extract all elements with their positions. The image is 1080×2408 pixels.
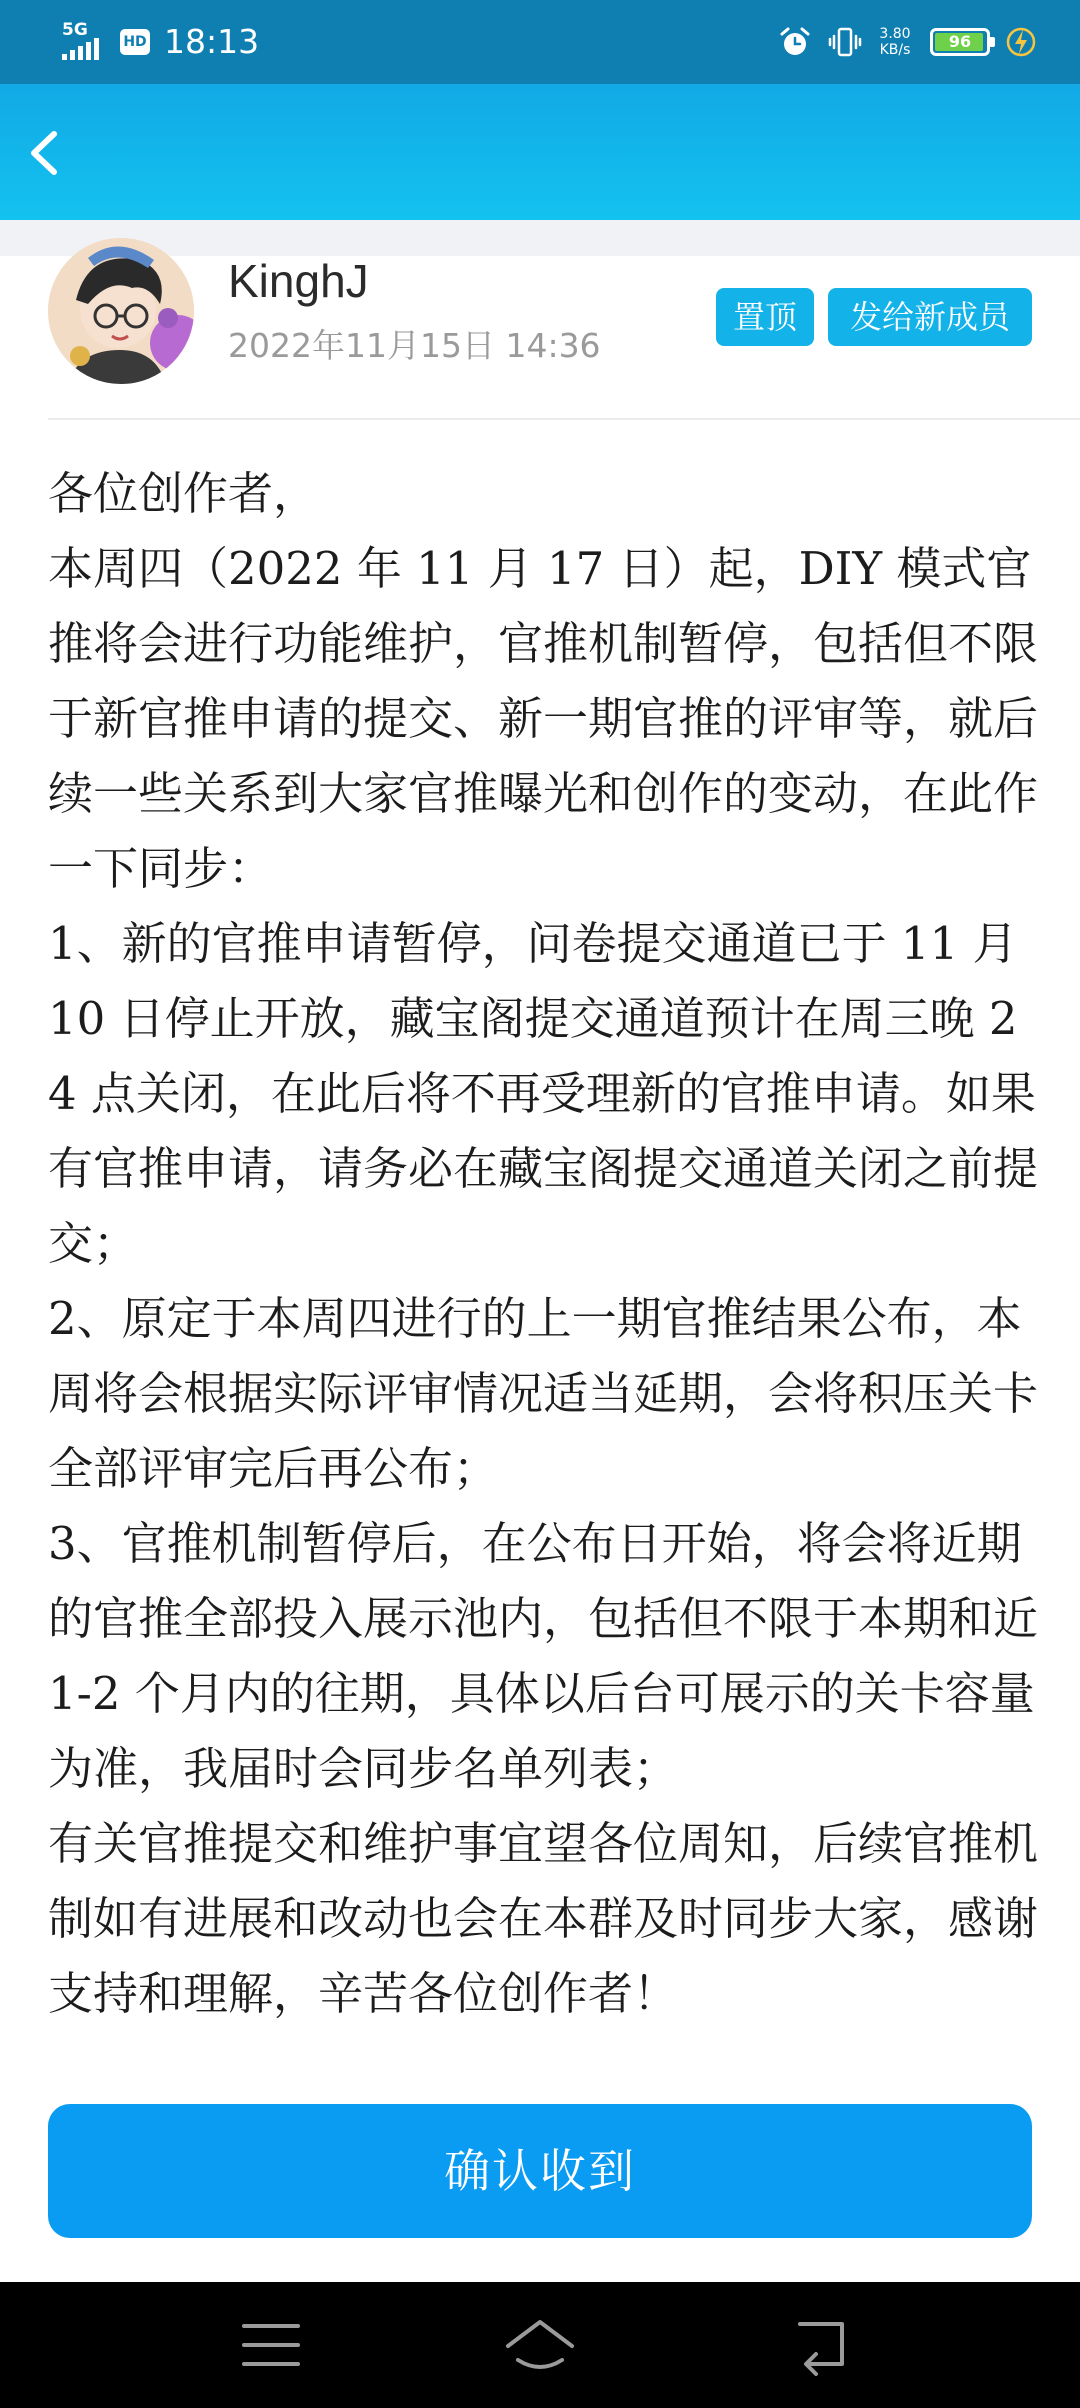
author-name: KinghJ (228, 255, 369, 307)
announcement-paragraph: 本周四（2022 年 11 月 17 日）起，DIY 模式官推将会进行功能维护，官推机制暂停，包括但不限于新官推申请的提交、新一期官推的评审等，就后续一些关系到大家官推曝光和创作的变动，在此作一下同步： (48, 542, 1039, 895)
status-time: 18:13 (164, 22, 260, 61)
back-icon[interactable] (786, 2314, 852, 2376)
signal-icon (60, 22, 112, 62)
status-bar (0, 0, 1080, 84)
announcement-paragraph: 1、新的官推申请暂停，问卷提交通道已于 11 月 10 日停止开放，藏宝阁提交通道预计在周三晚 24 点关闭，在此后将不再受理新的官推申请。如果有官推申请，请务必在藏宝阁提交通道关闭之前提交； (48, 917, 1039, 1270)
chevron-left-icon[interactable] (14, 118, 78, 188)
network-type: 5G (62, 20, 88, 40)
avatar-illustration (48, 238, 194, 384)
vibrate-icon (828, 25, 862, 59)
status-right (778, 18, 1036, 66)
send-to-new-members-button[interactable]: 发给新成员 (828, 288, 1032, 346)
avatar[interactable] (48, 238, 194, 384)
announcement-paragraph: 各位创作者， (48, 467, 319, 520)
battery-level: 96 (948, 32, 972, 51)
confirm-received-button[interactable]: 确认收到 (48, 2104, 1032, 2238)
battery-tip (990, 37, 995, 47)
battery-icon (930, 28, 990, 56)
home-icon[interactable] (500, 2312, 580, 2378)
pin-button[interactable]: 置顶 (716, 288, 814, 346)
menu-icon[interactable] (238, 2316, 304, 2374)
speed-value: 3.80 (879, 26, 911, 42)
divider (48, 418, 1080, 420)
post-timestamp: 2022年11月15日 14:36 (228, 326, 601, 365)
announcement-paragraph: 2、原定于本周四进行的上一期官推结果公布，本周将会根据实际评审情况适当延期，会将积压关卡全部评审完后再公布； (48, 1292, 1039, 1495)
system-nav-bar (0, 2282, 1080, 2408)
app-header (0, 84, 1080, 220)
signal-bars (62, 38, 99, 60)
announcement-paragraph: 有关官推提交和维护事宜望各位周知，后续官推机制如有进展和改动也会在本群及时同步大家，感谢支持和理解，辛苦各位创作者！ (48, 1817, 1039, 2020)
status-left (60, 18, 259, 66)
speed-unit: KB/s (879, 42, 911, 58)
announcement-body (48, 456, 1053, 2031)
hd-badge: HD (120, 29, 150, 55)
network-speed (874, 26, 916, 58)
alarm-icon (778, 25, 812, 59)
announcement-paragraph: 3、官推机制暂停后，在公布日开始，将会将近期的官推全部投入展示池内，包括但不限于本期和近 1-2 个月内的往期，具体以后台可展示的关卡容量为准，我届时会同步名单列表； (48, 1517, 1053, 1795)
charging-icon (1006, 25, 1036, 59)
